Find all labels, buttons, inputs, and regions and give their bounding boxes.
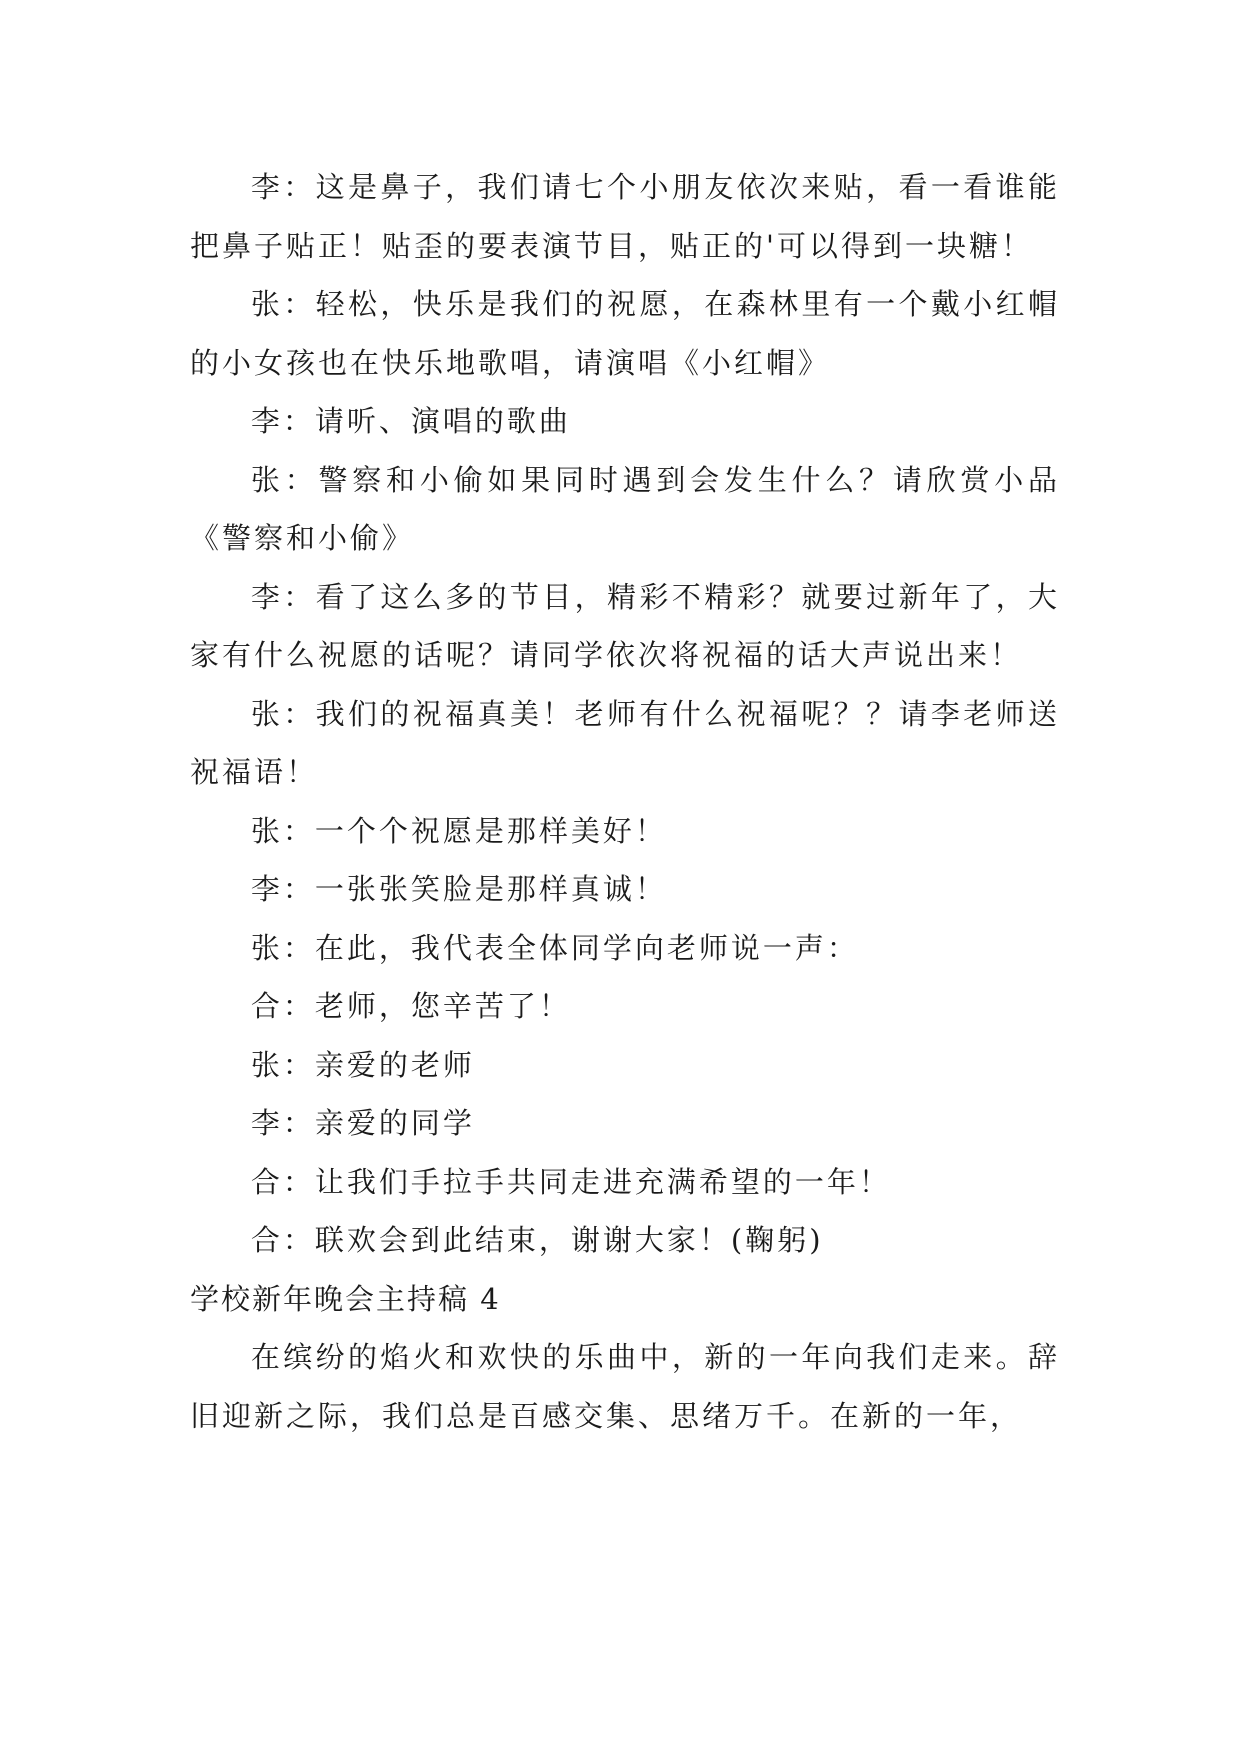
paragraph: 李：看了这么多的节目，精彩不精彩？就要过新年了，大家有什么祝愿的话呢？请同学依次将祝福的话大声说出来！ [190,579,1060,672]
paragraph: 张：在此，我代表全体同学向老师说一声： [250,930,859,965]
paragraph: 张：轻松，快乐是我们的祝愿，在森林里有一个戴小红帽的小女孩也在快乐地歌唱，请演唱《小红帽》 [190,287,1060,380]
paragraph: 张：我们的祝福真美！老师有什么祝福呢？？请李老师送祝福语！ [190,696,1060,789]
closing-paragraph: 在缤纷的焰火和欢快的乐曲中，新的一年向我们走来。辞旧迎新之际，我们总是百感交集、思绪万千。在新的一年， [190,1340,1060,1433]
paragraph: 合：老师，您辛苦了！ [250,989,571,1023]
paragraph: 李：请听、演唱的歌曲 [250,404,571,438]
document-body [190,158,1060,1445]
paragraph: 李：这是鼻子，我们请七个小朋友依次来贴，看一看谁能把鼻子贴正！贴歪的要表演节目，贴正的'可以得到一块糖！ [190,170,1060,263]
paragraph: 张：亲爱的老师 [250,1047,475,1082]
paragraph: 李：一张张笑脸是那样真诚！ [250,872,667,906]
paragraph: 合：让我们手拉手共同走进充满希望的一年！ [250,1164,891,1199]
paragraph: 合：联欢会到此结束，谢谢大家！(鞠躬) [250,1223,824,1257]
paragraph: 张：一个个祝愿是那样美好！ [250,813,667,848]
paragraph: 张：警察和小偷如果同时遇到会发生什么？请欣赏小品《警察和小偷》 [190,462,1060,555]
paragraph: 李：亲爱的同学 [250,1106,475,1140]
section-title: 学校新年晚会主持稿 4 [190,1281,501,1316]
